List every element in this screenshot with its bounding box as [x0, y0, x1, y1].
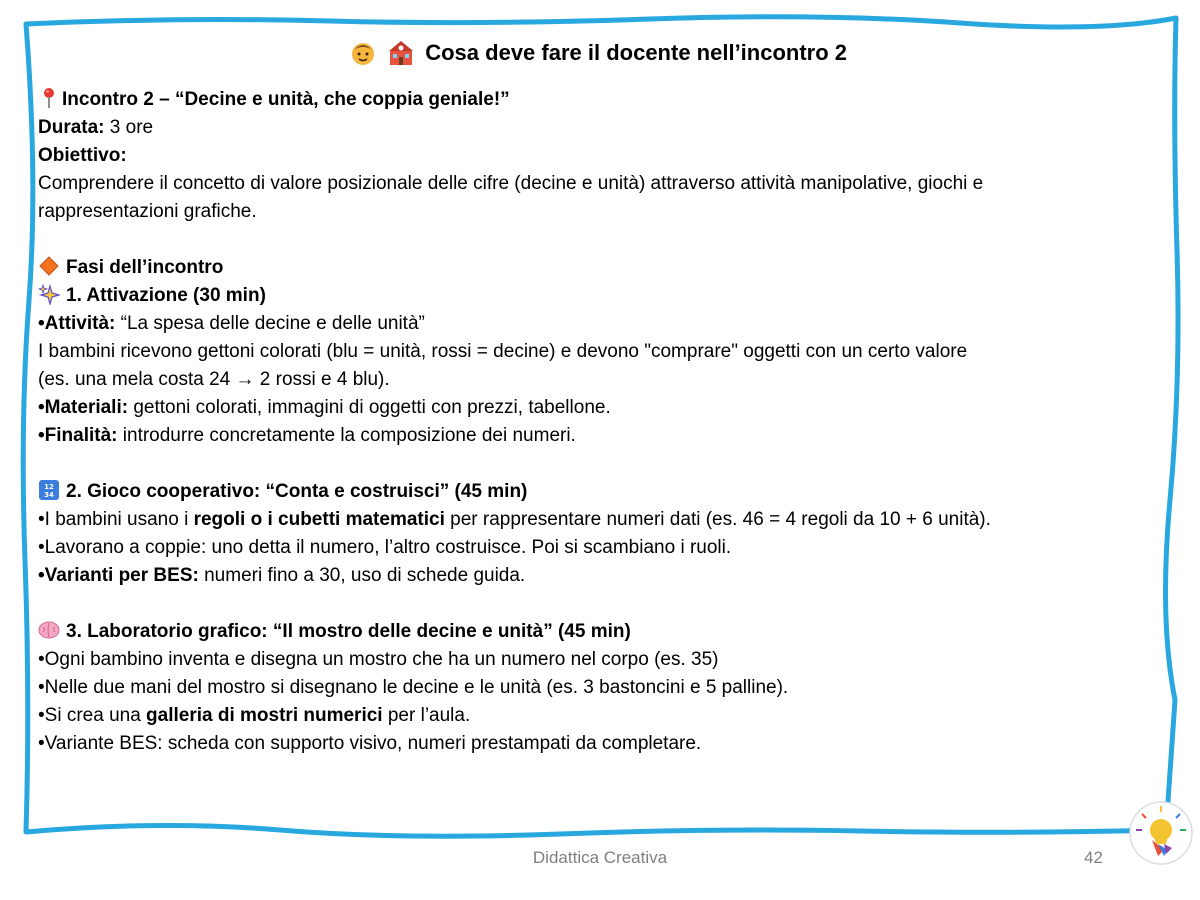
page-number: 42: [1084, 848, 1103, 867]
fase3-bullet3-pre: •Si crea una: [38, 705, 147, 726]
fase3-bullet1: •Ogni bambino inventa e disegna un mostro che ha un numero nel corpo (es. 35): [38, 649, 719, 670]
fase3-bullet3-bold: galleria di mostri numerici: [146, 705, 383, 726]
fase3-heading-line: [38, 618, 1158, 646]
incontro-heading-line: [38, 86, 1158, 114]
fase2-heading-line: [38, 478, 1158, 506]
durata-value: 3 ore: [104, 117, 154, 138]
round-pushpin-icon: [38, 87, 60, 109]
fasi-heading-line: [38, 254, 1158, 282]
fase2-bullet3-value: numeri fino a 30, uso di schede guida.: [198, 565, 526, 586]
sparkles-icon: [38, 283, 60, 305]
fasi-heading: Fasi dell’incontro: [66, 257, 224, 278]
fase3-bullet3: [38, 702, 1158, 730]
brain-icon: [38, 619, 60, 641]
fase2-bullet1: [38, 506, 1118, 534]
lightbulb-logo-icon: [1128, 800, 1194, 866]
fase1-materiali-label: •Materiali:: [38, 397, 129, 418]
fase1-finalita-line: [38, 422, 1158, 450]
fase3-bullet3-post: per l’aula.: [382, 705, 471, 726]
fase2-bullet1-post: per rappresentare numeri dati (es. 46 = 4 regoli da 10 + 6 unità).: [444, 509, 991, 530]
fase1-materiali-line: [38, 394, 1158, 422]
fase1-finalita-label: •Finalità:: [38, 425, 118, 446]
fase2-bullet1-pre: •I bambini usano i: [38, 509, 194, 530]
fase1-line2: (es. una mela costa 24 → 2 rossi e 4 blu).: [38, 369, 390, 390]
incontro-heading: Incontro 2 – “Decine e unità, che coppia geniale!”: [62, 89, 510, 110]
fase2-bullet3: [38, 562, 1158, 590]
fase1-materiali-value: gettoni colorati, immagini di oggetti con prezzi, tabellone.: [128, 397, 611, 418]
slide-title-row: [38, 34, 1158, 70]
durata-line: [38, 114, 1158, 142]
fase3-heading: 3. Laboratorio grafico: “Il mostro delle decine e unità” (45 min): [66, 621, 631, 642]
orange-diamond-icon: [38, 255, 60, 277]
svg-text:12: 12: [44, 483, 54, 491]
fase1-attivita-line: [38, 310, 1158, 338]
fase3-bullet2: •Nelle due mani del mostro si disegnano le decine e le unità (es. 3 bastoncini e 5 palline).: [38, 677, 789, 698]
obiettivo-label: Obiettivo:: [38, 145, 127, 166]
fase1-line1: I bambini ricevono gettoni colorati (blu = unità, rossi = decine) e devono "comprare" oggetti con un certo valore: [38, 341, 968, 362]
slide-body: [38, 86, 1158, 758]
spacer: [38, 226, 1158, 254]
fase2-bullet3-label: •Varianti per BES:: [38, 565, 199, 586]
fase2-heading: 2. Gioco cooperativo: “Conta e costruisci” (45 min): [66, 481, 528, 502]
input-numbers-icon: [38, 479, 60, 501]
svg-text:34: 34: [44, 491, 54, 499]
fase1-attivita-value: “La spesa delle decine e delle unità”: [115, 313, 425, 334]
slide-content: [38, 34, 1158, 758]
page-title: Cosa deve fare il docente nell’incontro 2: [425, 40, 848, 66]
fase1-heading-line: [38, 282, 1158, 310]
fase3-bullet4: •Variante BES: scheda con supporto visivo, numeri prestampati da completare.: [38, 733, 702, 754]
spacer: [38, 590, 1158, 618]
durata-label: Durata:: [38, 117, 105, 138]
obiettivo-text: Comprendere il concetto di valore posizionale delle cifre (decine e unità) attraverso attività manipolative, giochi e rappresentazioni grafiche.: [38, 173, 984, 222]
teacher-face-icon: [349, 39, 377, 67]
footer-text: Didattica Creativa: [532, 848, 668, 867]
fase2-bullet2: •Lavorano a coppie: uno detta il numero, l’altro costruisce. Poi si scambiano i ruoli.: [38, 537, 732, 558]
school-icon: [387, 39, 415, 67]
spacer: [38, 450, 1158, 478]
fase1-finalita-value: introdurre concretamente la composizione dei numeri.: [117, 425, 576, 446]
fase1-attivita-label: •Attività:: [38, 313, 116, 334]
fase2-bullet1-bold: regoli o i cubetti matematici: [193, 509, 445, 530]
fase1-heading: 1. Attivazione (30 min): [66, 285, 266, 306]
obiettivo-label-line: [38, 142, 1158, 170]
